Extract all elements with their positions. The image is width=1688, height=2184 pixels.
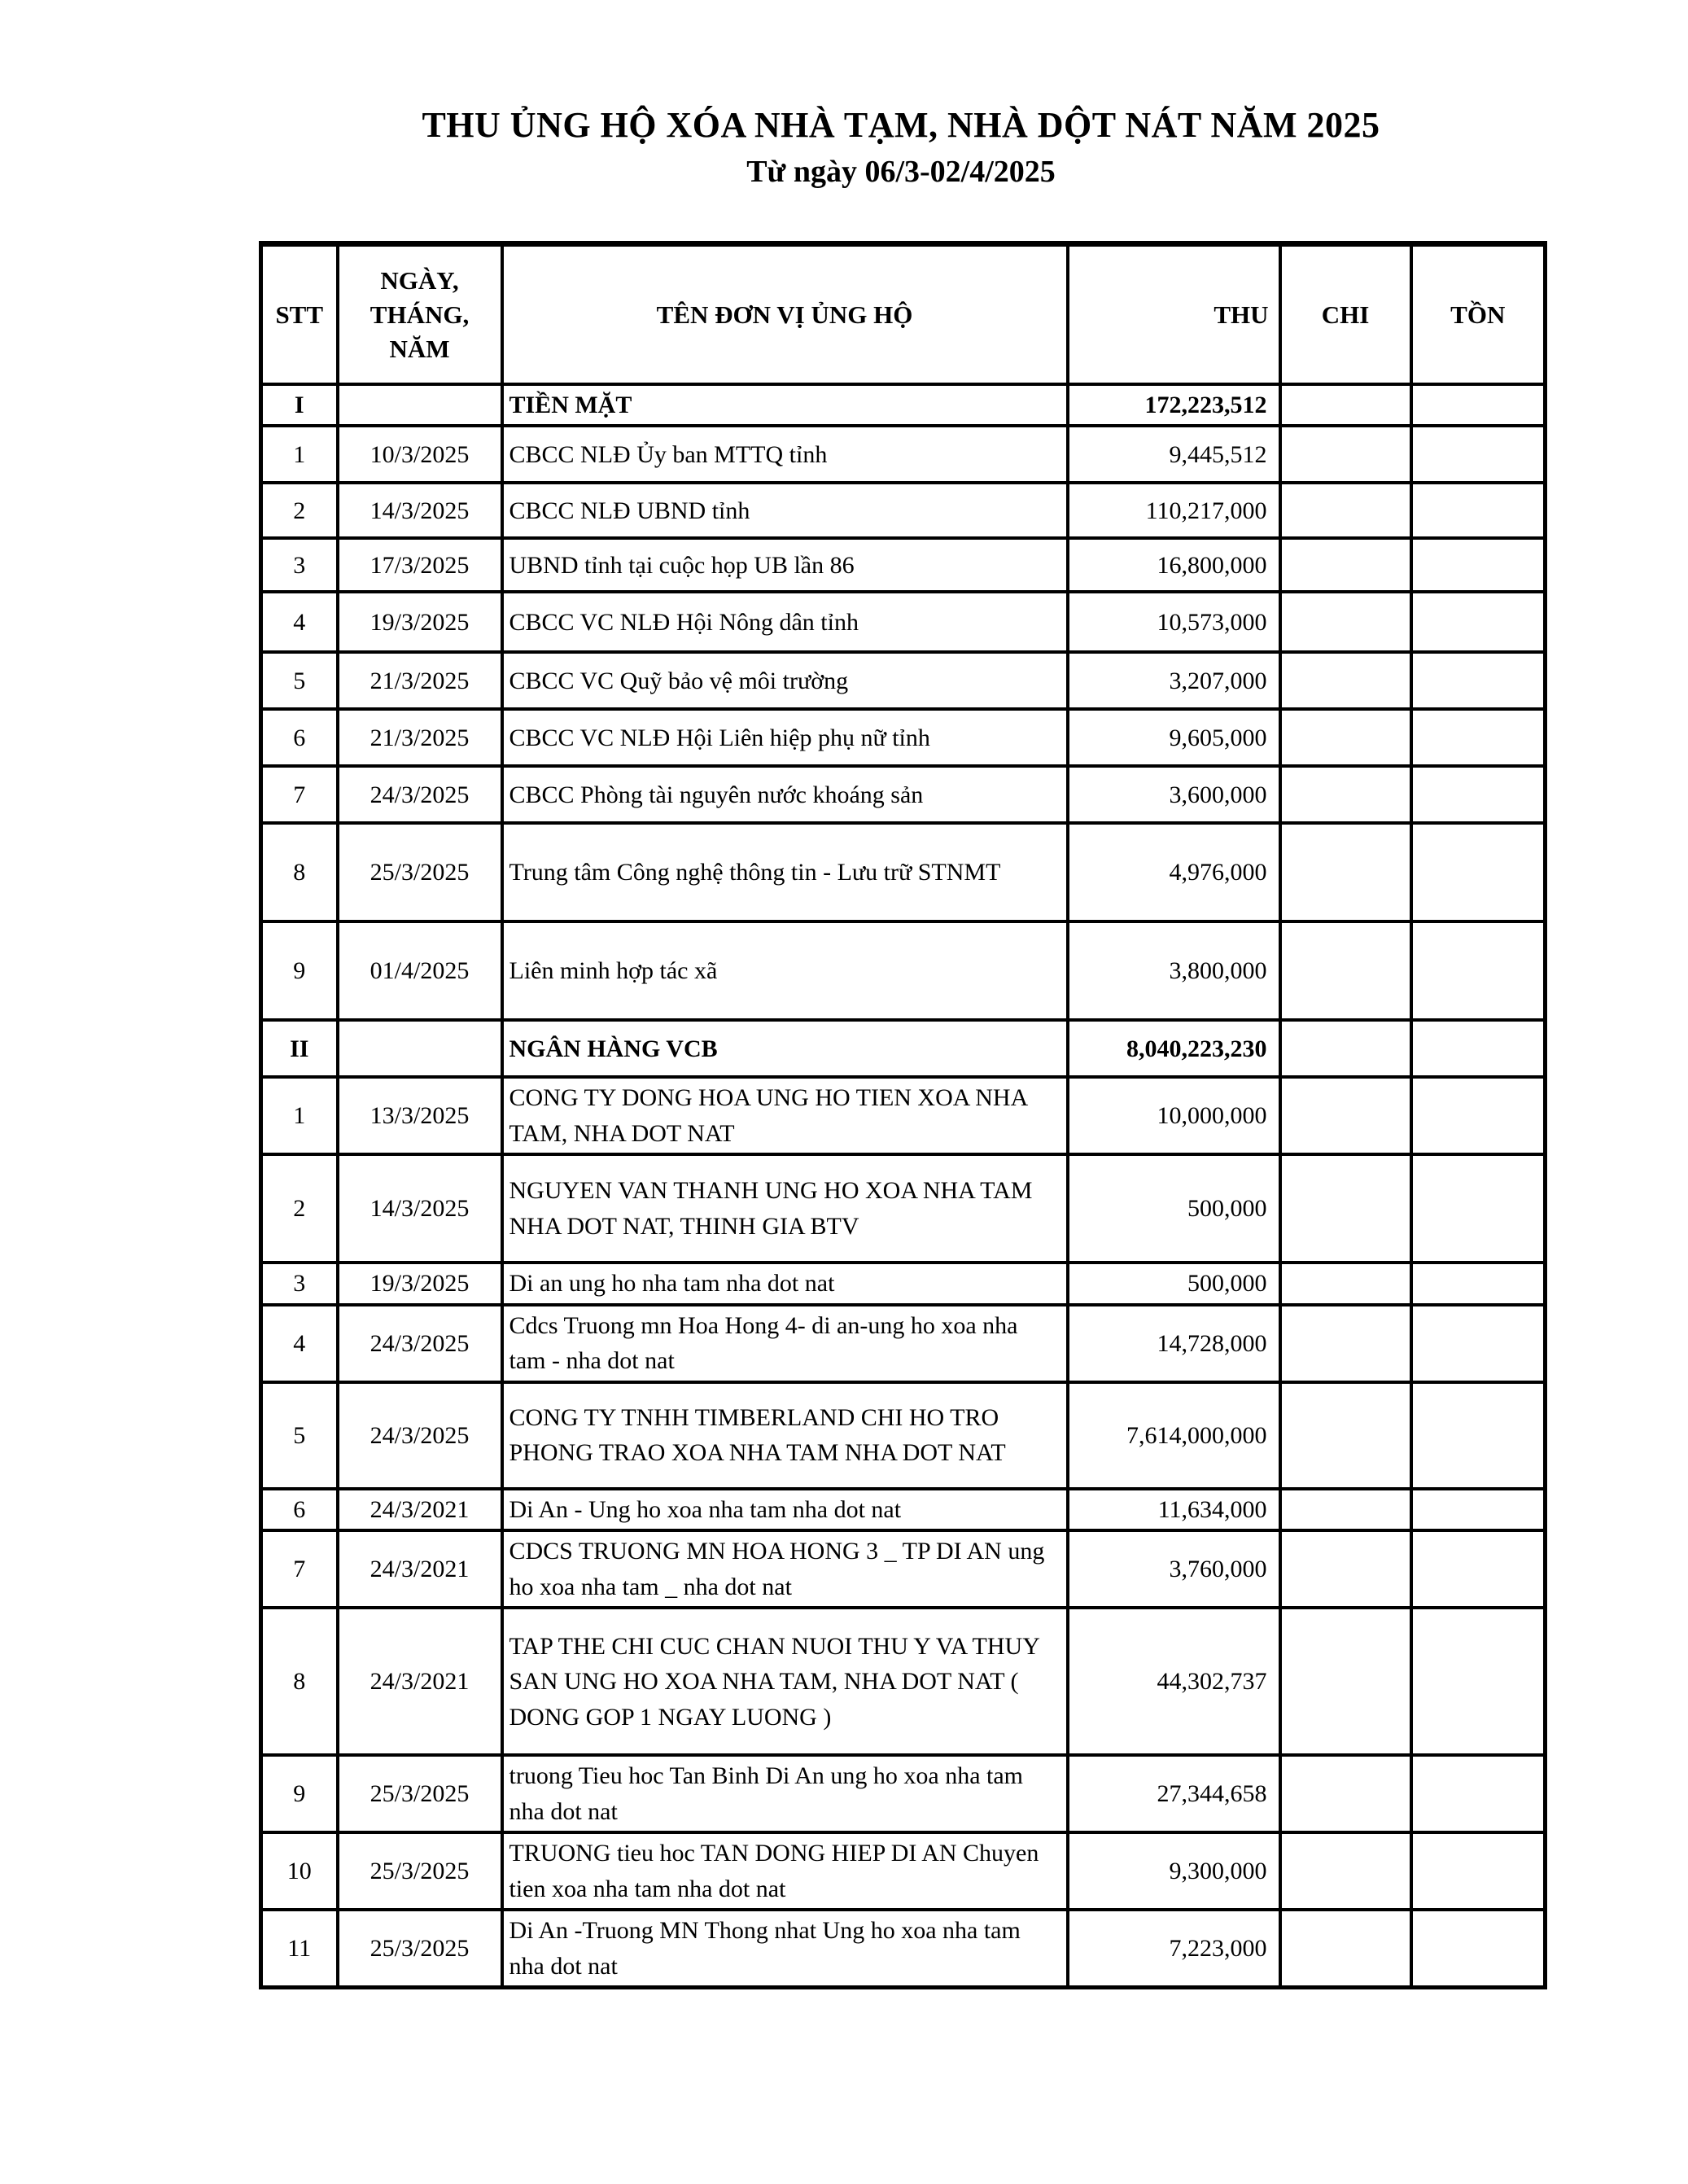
cell-stt: 6: [261, 1489, 338, 1531]
document-title: THU ỦNG HỘ XÓA NHÀ TẠM, NHÀ DỘT NÁT NĂM 2025: [422, 105, 1380, 145]
cell-thu: 110,217,000: [1068, 483, 1280, 538]
cell-date: 21/3/2025: [338, 652, 502, 709]
cell-stt: 11: [261, 1910, 338, 1988]
cell-date: 17/3/2025: [338, 538, 502, 592]
cell-chi: [1280, 766, 1411, 823]
cell-stt: 5: [261, 652, 338, 709]
table-row: [261, 538, 1546, 592]
cell-chi: [1280, 823, 1411, 921]
cell-date: 24/3/2021: [338, 1489, 502, 1531]
cell-stt: I: [261, 384, 338, 427]
cell-stt: 8: [261, 823, 338, 921]
cell-date: 24/3/2021: [338, 1530, 502, 1608]
cell-stt: 9: [261, 921, 338, 1020]
document-subtitle: Từ ngày 06/3-02/4/2025: [746, 154, 1056, 189]
cell-ton: [1411, 1608, 1546, 1755]
cell-name: NGUYEN VAN THANH UNG HO XOA NHA TAM NHA DOT NAT, THINH GIA BTV: [502, 1154, 1068, 1263]
cell-ton: [1411, 1755, 1546, 1832]
cell-thu: 9,445,512: [1068, 426, 1280, 483]
cell-stt: 4: [261, 592, 338, 652]
cell-name: CBCC VC NLĐ Hội Liên hiệp phụ nữ tỉnh: [502, 709, 1068, 766]
cell-date: [338, 384, 502, 427]
cell-ton: [1411, 1154, 1546, 1263]
cell-date: [338, 1020, 502, 1077]
cell-thu: 9,300,000: [1068, 1832, 1280, 1910]
cell-ton: [1411, 1077, 1546, 1154]
cell-chi: [1280, 384, 1411, 427]
title-block: [259, 104, 1543, 190]
cell-thu: 11,634,000: [1068, 1489, 1280, 1531]
cell-ton: [1411, 921, 1546, 1020]
cell-date: 13/3/2025: [338, 1077, 502, 1154]
cell-chi: [1280, 1832, 1411, 1910]
cell-stt: 6: [261, 709, 338, 766]
cell-thu: 500,000: [1068, 1154, 1280, 1263]
cell-name: UBND tỉnh tại cuộc họp UB lần 86: [502, 538, 1068, 592]
cell-chi: [1280, 1077, 1411, 1154]
cell-chi: [1280, 1263, 1411, 1305]
cell-ton: [1411, 823, 1546, 921]
cell-ton: [1411, 483, 1546, 538]
column-header-ton: TỒN: [1411, 244, 1546, 384]
cell-date: 24/3/2021: [338, 1608, 502, 1755]
table-row: [261, 652, 1546, 709]
cell-chi: [1280, 1489, 1411, 1531]
cell-stt: 9: [261, 1755, 338, 1832]
cell-thu: 8,040,223,230: [1068, 1020, 1280, 1077]
cell-name: TRUONG tieu hoc TAN DONG HIEP DI AN Chuyen tien xoa nha tam nha dot nat: [502, 1832, 1068, 1910]
cell-stt: 2: [261, 483, 338, 538]
cell-chi: [1280, 921, 1411, 1020]
cell-date: 14/3/2025: [338, 1154, 502, 1263]
cell-stt: 10: [261, 1832, 338, 1910]
cell-thu: 7,614,000,000: [1068, 1382, 1280, 1489]
cell-stt: II: [261, 1020, 338, 1077]
table-row: [261, 1832, 1546, 1910]
cell-thu: 10,573,000: [1068, 592, 1280, 652]
column-header-stt: STT: [261, 244, 338, 384]
cell-chi: [1280, 538, 1411, 592]
cell-chi: [1280, 1020, 1411, 1077]
cell-name: CONG TY DONG HOA UNG HO TIEN XOA NHA TAM, NHA DOT NAT: [502, 1077, 1068, 1154]
cell-ton: [1411, 1832, 1546, 1910]
cell-thu: 172,223,512: [1068, 384, 1280, 427]
donations-table: [259, 241, 1547, 1989]
cell-name: CBCC NLĐ UBND tỉnh: [502, 483, 1068, 538]
cell-ton: [1411, 384, 1546, 427]
table-row: [261, 1755, 1546, 1832]
table-row: [261, 1154, 1546, 1263]
table-body: [261, 384, 1546, 1988]
cell-ton: [1411, 592, 1546, 652]
table-row: [261, 1910, 1546, 1988]
table-row: [261, 1530, 1546, 1608]
cell-chi: [1280, 1910, 1411, 1988]
cell-chi: [1280, 1530, 1411, 1608]
cell-name: CBCC NLĐ Ủy ban MTTQ tỉnh: [502, 426, 1068, 483]
cell-date: 19/3/2025: [338, 1263, 502, 1305]
cell-ton: [1411, 1020, 1546, 1077]
cell-thu: 27,344,658: [1068, 1755, 1280, 1832]
cell-name: Liên minh hợp tác xã: [502, 921, 1068, 1020]
table-row: [261, 1020, 1546, 1077]
cell-thu: 44,302,737: [1068, 1608, 1280, 1755]
column-header-date: NGÀY, THÁNG, NĂM: [338, 244, 502, 384]
cell-chi: [1280, 1382, 1411, 1489]
cell-name: Di An -Truong MN Thong nhat Ung ho xoa nha tam nha dot nat: [502, 1910, 1068, 1988]
column-header-thu: THU: [1068, 244, 1280, 384]
cell-thu: 9,605,000: [1068, 709, 1280, 766]
cell-date: 10/3/2025: [338, 426, 502, 483]
cell-name: TIỀN MẶT: [502, 384, 1068, 427]
cell-ton: [1411, 1382, 1546, 1489]
cell-ton: [1411, 426, 1546, 483]
cell-ton: [1411, 1489, 1546, 1531]
cell-date: 14/3/2025: [338, 483, 502, 538]
cell-name: CBCC VC NLĐ Hội Nông dân tỉnh: [502, 592, 1068, 652]
cell-ton: [1411, 1305, 1546, 1382]
cell-name: CONG TY TNHH TIMBERLAND CHI HO TRO PHONG TRAO XOA NHA TAM NHA DOT NAT: [502, 1382, 1068, 1489]
cell-chi: [1280, 426, 1411, 483]
table-row: [261, 483, 1546, 538]
cell-name: truong Tieu hoc Tan Binh Di An ung ho xoa nha tam nha dot nat: [502, 1755, 1068, 1832]
cell-stt: 7: [261, 1530, 338, 1608]
cell-stt: 3: [261, 1263, 338, 1305]
cell-date: 21/3/2025: [338, 709, 502, 766]
cell-date: 25/3/2025: [338, 1755, 502, 1832]
table-row: [261, 766, 1546, 823]
column-header-chi: CHI: [1280, 244, 1411, 384]
cell-thu: 3,600,000: [1068, 766, 1280, 823]
cell-chi: [1280, 1154, 1411, 1263]
cell-stt: 1: [261, 426, 338, 483]
cell-name: Di An - Ung ho xoa nha tam nha dot nat: [502, 1489, 1068, 1531]
cell-stt: 3: [261, 538, 338, 592]
table-row: [261, 1489, 1546, 1531]
cell-stt: 2: [261, 1154, 338, 1263]
cell-chi: [1280, 709, 1411, 766]
table-row: [261, 1305, 1546, 1382]
cell-date: 24/3/2025: [338, 1305, 502, 1382]
cell-name: Trung tâm Công nghệ thông tin - Lưu trữ STNMT: [502, 823, 1068, 921]
cell-thu: 3,760,000: [1068, 1530, 1280, 1608]
cell-ton: [1411, 652, 1546, 709]
cell-name: Di an ung ho nha tam nha dot nat: [502, 1263, 1068, 1305]
cell-date: 25/3/2025: [338, 823, 502, 921]
cell-date: 19/3/2025: [338, 592, 502, 652]
cell-thu: 3,800,000: [1068, 921, 1280, 1020]
cell-thu: 3,207,000: [1068, 652, 1280, 709]
table-row: [261, 823, 1546, 921]
cell-thu: 14,728,000: [1068, 1305, 1280, 1382]
cell-date: 25/3/2025: [338, 1832, 502, 1910]
cell-ton: [1411, 1910, 1546, 1988]
table-row: [261, 1382, 1546, 1489]
cell-date: 25/3/2025: [338, 1910, 502, 1988]
cell-thu: 500,000: [1068, 1263, 1280, 1305]
cell-ton: [1411, 1263, 1546, 1305]
cell-chi: [1280, 1755, 1411, 1832]
cell-name: NGÂN HÀNG VCB: [502, 1020, 1068, 1077]
cell-thu: 16,800,000: [1068, 538, 1280, 592]
table-row: [261, 1077, 1546, 1154]
cell-ton: [1411, 766, 1546, 823]
cell-date: 01/4/2025: [338, 921, 502, 1020]
cell-chi: [1280, 1608, 1411, 1755]
table-row: [261, 1263, 1546, 1305]
cell-chi: [1280, 652, 1411, 709]
cell-stt: 8: [261, 1608, 338, 1755]
cell-stt: 4: [261, 1305, 338, 1382]
cell-ton: [1411, 538, 1546, 592]
cell-name: Cdcs Truong mn Hoa Hong 4- di an-ung ho xoa nha tam - nha dot nat: [502, 1305, 1068, 1382]
table-row: [261, 921, 1546, 1020]
cell-name: TAP THE CHI CUC CHAN NUOI THU Y VA THUY SAN UNG HO XOA NHA TAM, NHA DOT NAT ( DONG GOP 1 NGAY LUONG ): [502, 1608, 1068, 1755]
cell-name: CBCC VC Quỹ bảo vệ môi trường: [502, 652, 1068, 709]
cell-date: 24/3/2025: [338, 766, 502, 823]
cell-thu: 7,223,000: [1068, 1910, 1280, 1988]
cell-chi: [1280, 592, 1411, 652]
cell-ton: [1411, 709, 1546, 766]
table-row: [261, 1608, 1546, 1755]
table-header-row: [261, 244, 1546, 384]
table-row: [261, 426, 1546, 483]
table-row: [261, 709, 1546, 766]
cell-chi: [1280, 483, 1411, 538]
cell-stt: 5: [261, 1382, 338, 1489]
cell-thu: 4,976,000: [1068, 823, 1280, 921]
cell-chi: [1280, 1305, 1411, 1382]
column-header-name: TÊN ĐƠN VỊ ỦNG HỘ: [502, 244, 1068, 384]
cell-stt: 1: [261, 1077, 338, 1154]
cell-name: CBCC Phòng tài nguyên nước khoáng sản: [502, 766, 1068, 823]
table-row: [261, 384, 1546, 427]
cell-date: 24/3/2025: [338, 1382, 502, 1489]
cell-thu: 10,000,000: [1068, 1077, 1280, 1154]
cell-ton: [1411, 1530, 1546, 1608]
table-row: [261, 592, 1546, 652]
cell-stt: 7: [261, 766, 338, 823]
cell-name: CDCS TRUONG MN HOA HONG 3 _ TP DI AN ung ho xoa nha tam _ nha dot nat: [502, 1530, 1068, 1608]
